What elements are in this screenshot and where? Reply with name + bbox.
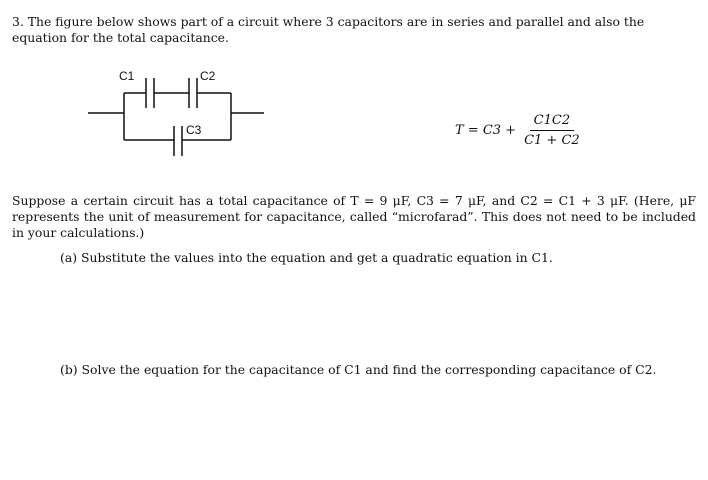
formula-denominator: C1 + C2 [524, 133, 580, 148]
formula-fraction [520, 113, 584, 148]
c3-label [186, 123, 202, 137]
c1-label-text: C1 [119, 69, 135, 83]
formula-lhs: T = C3 + [455, 123, 517, 138]
question-b: (b) Solve the equation for the capacitance of C1 and find the corresponding capacitance of C2. [60, 362, 657, 377]
c2-label [200, 69, 216, 83]
problem-paragraph: Suppose a certain circuit has a total capacitance of T = 9 μF, C3 = 7 μF, and C2 = C1 + 3 μF. (Here, μF represents the unit of measurement for capacitance, called “microfarad”. This does not need to be included in your calculations.) [12, 193, 696, 240]
capacitance-formula [455, 113, 584, 148]
c1-label [119, 69, 135, 83]
c3-label-text: C3 [186, 123, 202, 137]
c2-label-text: C2 [200, 69, 216, 83]
formula-numerator: C1C2 [530, 113, 574, 131]
problem-intro: 3. The figure below shows part of a circuit where 3 capacitors are in series and parallel and also the equation for the total capacitance. [12, 14, 645, 45]
question-a: (a) Substitute the values into the equation and get a quadratic equation in C1. [60, 250, 553, 265]
